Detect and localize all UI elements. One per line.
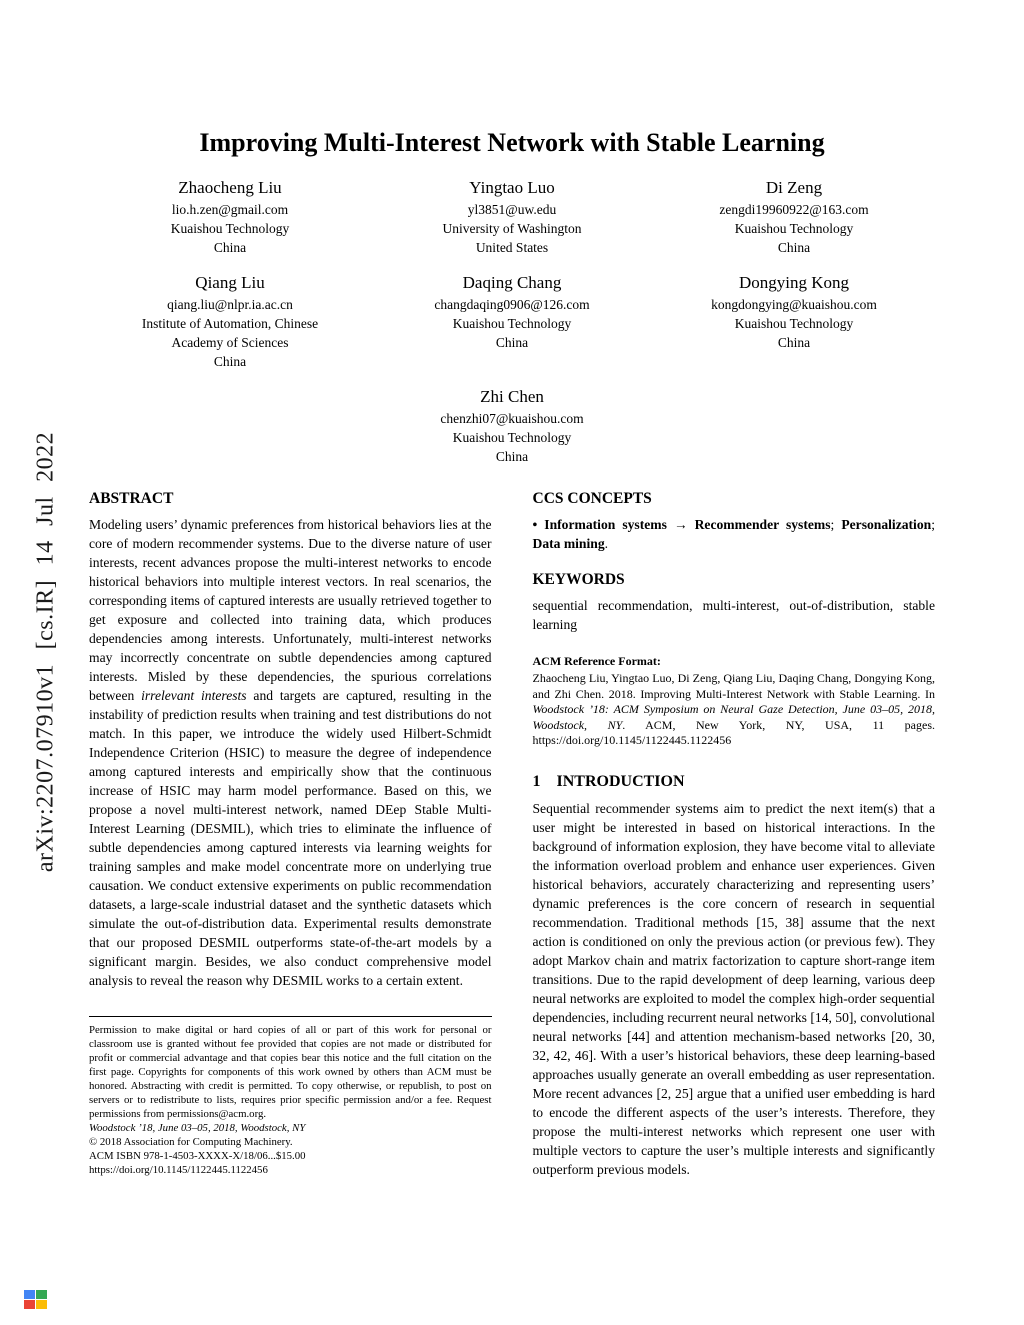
keywords-text: sequential recommendation, multi-interest, out-of-distribution, stable learning [532,598,935,632]
author-email: qiang.liu@nlpr.ia.ac.cn [167,297,293,312]
author-affiliation: Kuaishou Technology [734,316,854,331]
author-block [89,178,371,257]
venue-line: Woodstock ’18, June 03–05, 2018, Woodstock, NY [89,1122,306,1134]
corner-badge [24,1290,47,1309]
arxiv-watermark: arXiv:2207.07910v1 [cs.IR] 14 Jul 2022 [32,431,59,873]
ccs-concepts: • Information systems → Recommender systems; Personalization; Data mining. [532,517,935,551]
author-block [371,387,653,466]
badge-square [36,1300,47,1309]
author-name: Dongying Kong [738,273,850,292]
paper-title: Improving Multi-Interest Network with Stable Learning [199,128,825,157]
author-name: Di Zeng [765,178,823,197]
left-column [89,490,492,1179]
ccs-concept: Recommender systems [694,517,831,532]
author-country: China [495,335,529,350]
doi-link[interactable]: https://doi.org/10.1145/1122445.1122456 [89,1164,268,1176]
badge-square [24,1290,35,1299]
abstract-heading: ABSTRACT [89,490,174,507]
author-country: China [777,240,811,255]
isbn-line: ACM ISBN 978-1-4503-XXXX-X/18/06...$15.00 [89,1150,306,1162]
author-affiliation: Kuaishou Technology [452,316,572,331]
section-number: 1 [532,772,541,790]
author-country: United States [475,240,549,255]
author-affiliation: Kuaishou Technology [734,221,854,236]
arrow-glyph: → [666,517,695,532]
two-column-body [0,490,1024,1179]
keywords-heading: KEYWORDS [532,571,625,588]
ccs-concept: • Information systems [532,517,667,532]
author-name: Qiang Liu [195,273,265,292]
acm-ref-heading: ACM Reference Format: [532,654,661,668]
abstract-text: Modeling users’ dynamic preferences from historical behaviors lies at the core of modern recommender systems. Due to the diverse nature of user interests, recent advances propose the multi-interest networks to encode historical behaviors into multiple interest vectors. In real scenarios, the corresponding items of captured interests are usually retrieved together to get exposure and collected into training data, which produces dependencies among interests. Unfortunately, multi-interest networks may incorrectly concentrate on subtle dependencies among captured interests. Misled by these dependencies, the spurious correlations between [89,517,492,703]
author-email: lio.h.zen@gmail.com [171,202,289,217]
author-block [89,273,371,371]
permission-text: Permission to make digital or hard copies of all or part of this work for personal or classroom use is granted without fee provided that copies are not made or distributed for profit or commercial advantage and that copies bear this notice and the full citation on the first page. Copyrights for components of this work owned by others than ACM must be honored. Abstracting with credit is permitted. To copy otherwise, or republish, to post on servers or to redistribute to lists, requires prior specific permission and/or a fee. Request permissions from permissions@acm.org. [89,1024,492,1120]
author-name: Zhi Chen [480,387,544,406]
permission-block [89,1016,492,1177]
right-column [533,490,936,1179]
abstract-text: and targets are captured, resulting in the instability of prediction results when training and test distributions do not match. In this paper, we introduce the widely used Hilbert-Schmidt Independence Criterion (HSIC) to measure the degree of independence among captured interests and empirically show that the continuous increase of HSIC may harm model performance. Based on this, we propose a novel multi-interest network, named DEep Stable Multi-Interest Learning (DESMIL), which tries to eliminate the influence of subtle dependencies among captured interests via learning weights for training samples and make model concentrate more on underlying true causation. We conduct extensive experiments on public recommendation datasets, a large-scale industrial dataset and the synthetic datasets which simulate the out-of-distribution data. Experimental results demonstrate that our proposed DESMIL outperforms state-of-the-art models by a significant margin. Besides, we also conduct comprehensive model analysis to reveal the reason why DESMIL works to a certain extent. [89,688,492,988]
authors-section [89,178,935,466]
author-affiliation: University of Washington [442,221,582,236]
author-name: Zhaocheng Liu [178,178,282,197]
ccs-concept: Personalization [841,517,932,532]
author-country: China [495,449,529,464]
author-block [371,273,653,371]
abstract-emphasis: irrelevant interests [141,688,247,703]
author-country: China [213,354,247,369]
author-name: Daqing Chang [462,273,562,292]
section-title: INTRODUCTION [556,772,685,790]
introduction-paragraph: Sequential recommender systems aim to predict the next item(s) that a user might be interested in based on historical interactions. In the background of information explosion, they have become vital to alleviate the information overload problem and enhance user experiences. Given historical behaviors, accurately characterizing and representing users’ dynamic preferences is the core concern of research in sequential recommendation. Traditional methods [15, 38] assume that the next action is conditioned on only the previous action (or previous few). They adopt Markov chain and matrix factorization to capture short-range item transitions. Due to the rapid development of deep learning, various deep neural networks are exploited to model the complex high-order sequential dependencies, including recurrent neural networks [14, 50], convolutional neural networks [44] and attention mechanism-based networks [20, 30, 32, 42, 46]. With a user’s historical behaviors, these deep learning-based approaches usually generate an overall embedding as user representation. More recent advances [2, 25] argue that a unified user embedding is hard to encode the different aspects of the user’s interests. Therefore, they propose the multi-interest networks which represent one user with multiple vectors to capture the user’s multiple interests and significantly outperform previous models. [532,800,935,1177]
copyright-line: © 2018 Association for Computing Machinery. [89,1136,293,1148]
badge-square [24,1300,35,1309]
author-block [653,273,935,371]
author-affiliation: Kuaishou Technology [452,430,572,445]
author-email: kongdongying@kuaishou.com [711,297,877,312]
ccs-heading: CCS CONCEPTS [532,490,652,507]
author-block [653,178,935,257]
abstract-paragraph [89,515,492,990]
author-block [371,178,653,257]
badge-square [36,1290,47,1299]
author-affiliation: Kuaishou Technology [170,221,290,236]
author-affiliation: Institute of Automation, Chinese Academy of Sciences [141,316,319,350]
acm-ref-venue: Woodstock ’18: ACM Symposium on Neural Gaze Detection, June 03–05, 2018, Woodstock, NY [532,702,935,732]
author-email: chenzhi07@kuaishou.com [440,411,584,426]
author-email: zengdi19960922@163.com [719,202,869,217]
ccs-concept: Data mining [532,536,605,551]
author-country: China [777,335,811,350]
introduction-heading [533,773,936,791]
author-email: changdaqing0906@126.com [434,297,590,312]
author-country: China [213,240,247,255]
acm-ref-text: Zhaocheng Liu, Yingtao Luo, Di Zeng, Qiang Liu, Daqing Chang, Dongying Kong, and Zhi Chen. 2018. Improving Multi-Interest Network with Stable Learning. In Woodstock ’18: ACM Symposium on Neural Gaze Detection, June 03–05, 2018, Woodstock, NY. ACM, New York, NY, USA, 11 pages. https://doi.org/10.1145/1122445.1122456 [532,671,935,747]
author-email: yl3851@uw.edu [467,202,557,217]
author-name: Yingtao Luo [469,178,555,197]
